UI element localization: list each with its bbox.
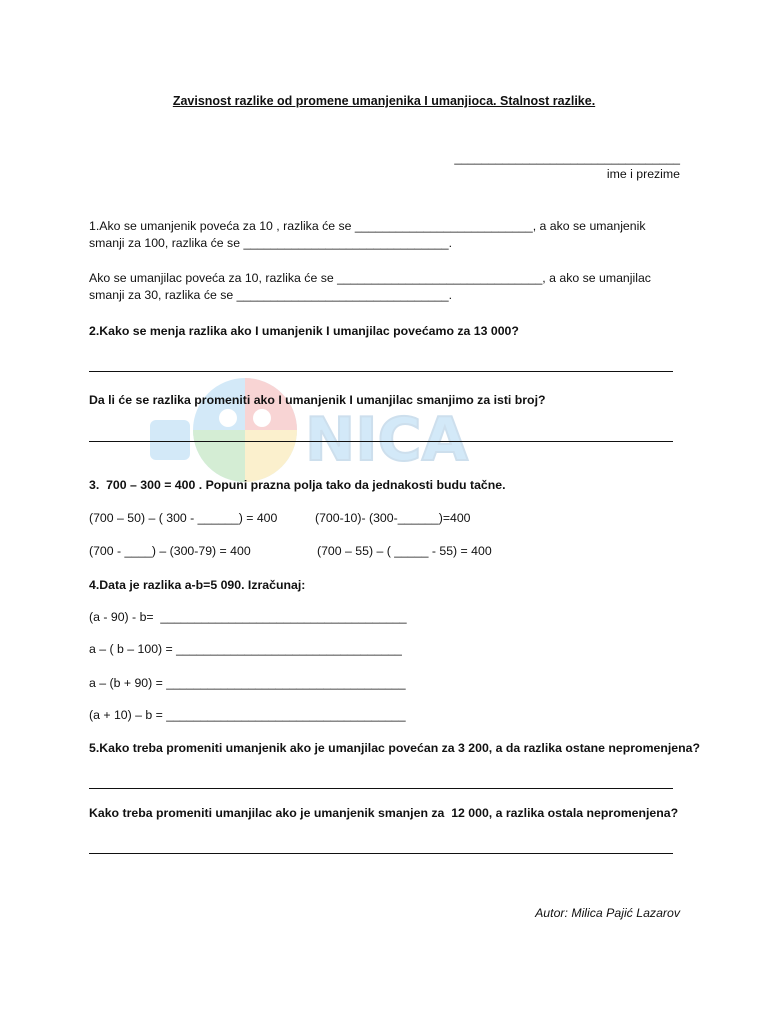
question-2b: Da li će se razlika promeniti ako I umanjenik I umanjilac smanjimo za isti broj? — [89, 393, 546, 407]
author-credit: Autor: Milica Pajić Lazarov — [535, 906, 680, 920]
q1a-line1: 1.Ako se umanjenik poveća za 10 , razlika će se __________________________, a ako se umanjenik — [89, 219, 646, 233]
q4-item-4: (a + 10) – b = ___________________________________ — [89, 708, 406, 722]
answer-line-5b — [89, 853, 673, 854]
name-label: ime i prezime — [606, 167, 680, 181]
answer-line-5a — [89, 788, 673, 789]
name-blank: _________________________________ — [454, 151, 680, 165]
q4-item-2: a – ( b – 100) = _________________________________ — [89, 642, 402, 656]
q1b-line2: smanji za 30, razlika će se _______________________________. — [89, 288, 453, 302]
answer-line-2b — [89, 441, 673, 442]
q3-equation-1b: (700-10)- (300-______)=400 — [315, 511, 471, 525]
page-title: Zavisnost razlike od promene umanjenika I umanjioca. Stalnost razlike. — [172, 94, 596, 108]
q3-equation-2a: (700 - ____) – (300-79) = 400 — [89, 544, 251, 558]
q1b-line1: Ako se umanjilac poveća za 10, razlika će se ______________________________, a ako se umanjilac — [89, 271, 651, 285]
watermark-text: NICA — [305, 405, 469, 475]
q3-equation-2b: (700 – 55) – ( _____ - 55) = 400 — [317, 544, 492, 558]
answer-line-2a — [89, 371, 673, 372]
q3-equation-1a: (700 – 50) – ( 300 - ______) = 400 — [89, 511, 278, 525]
question-2a: 2.Kako se menja razlika ako I umanjenik I umanjilac povećamo za 13 000? — [89, 324, 519, 338]
q4-item-3: a – (b + 90) = ___________________________________ — [89, 676, 406, 690]
q4-item-1: (a - 90) - b= ____________________________________ — [89, 610, 407, 624]
question-3-heading: 3. 700 – 300 = 400 . Popuni prazna polja tako da jednakosti budu tačne. — [89, 478, 506, 492]
question-5b: Kako treba promeniti umanjilac ako je umanjenik smanjen za 12 000, a razlika ostala nepromenjena? — [89, 806, 679, 820]
q1a-line2: smanji za 100, razlika će se ______________________________. — [89, 236, 453, 250]
question-4-heading: 4.Data je razlika a-b=5 090. Izračunaj: — [89, 578, 306, 592]
question-5a: 5.Kako treba promeniti umanjenik ako je umanjilac povećan za 3 200, a da razlika ostane nepromenjena? — [89, 741, 700, 755]
